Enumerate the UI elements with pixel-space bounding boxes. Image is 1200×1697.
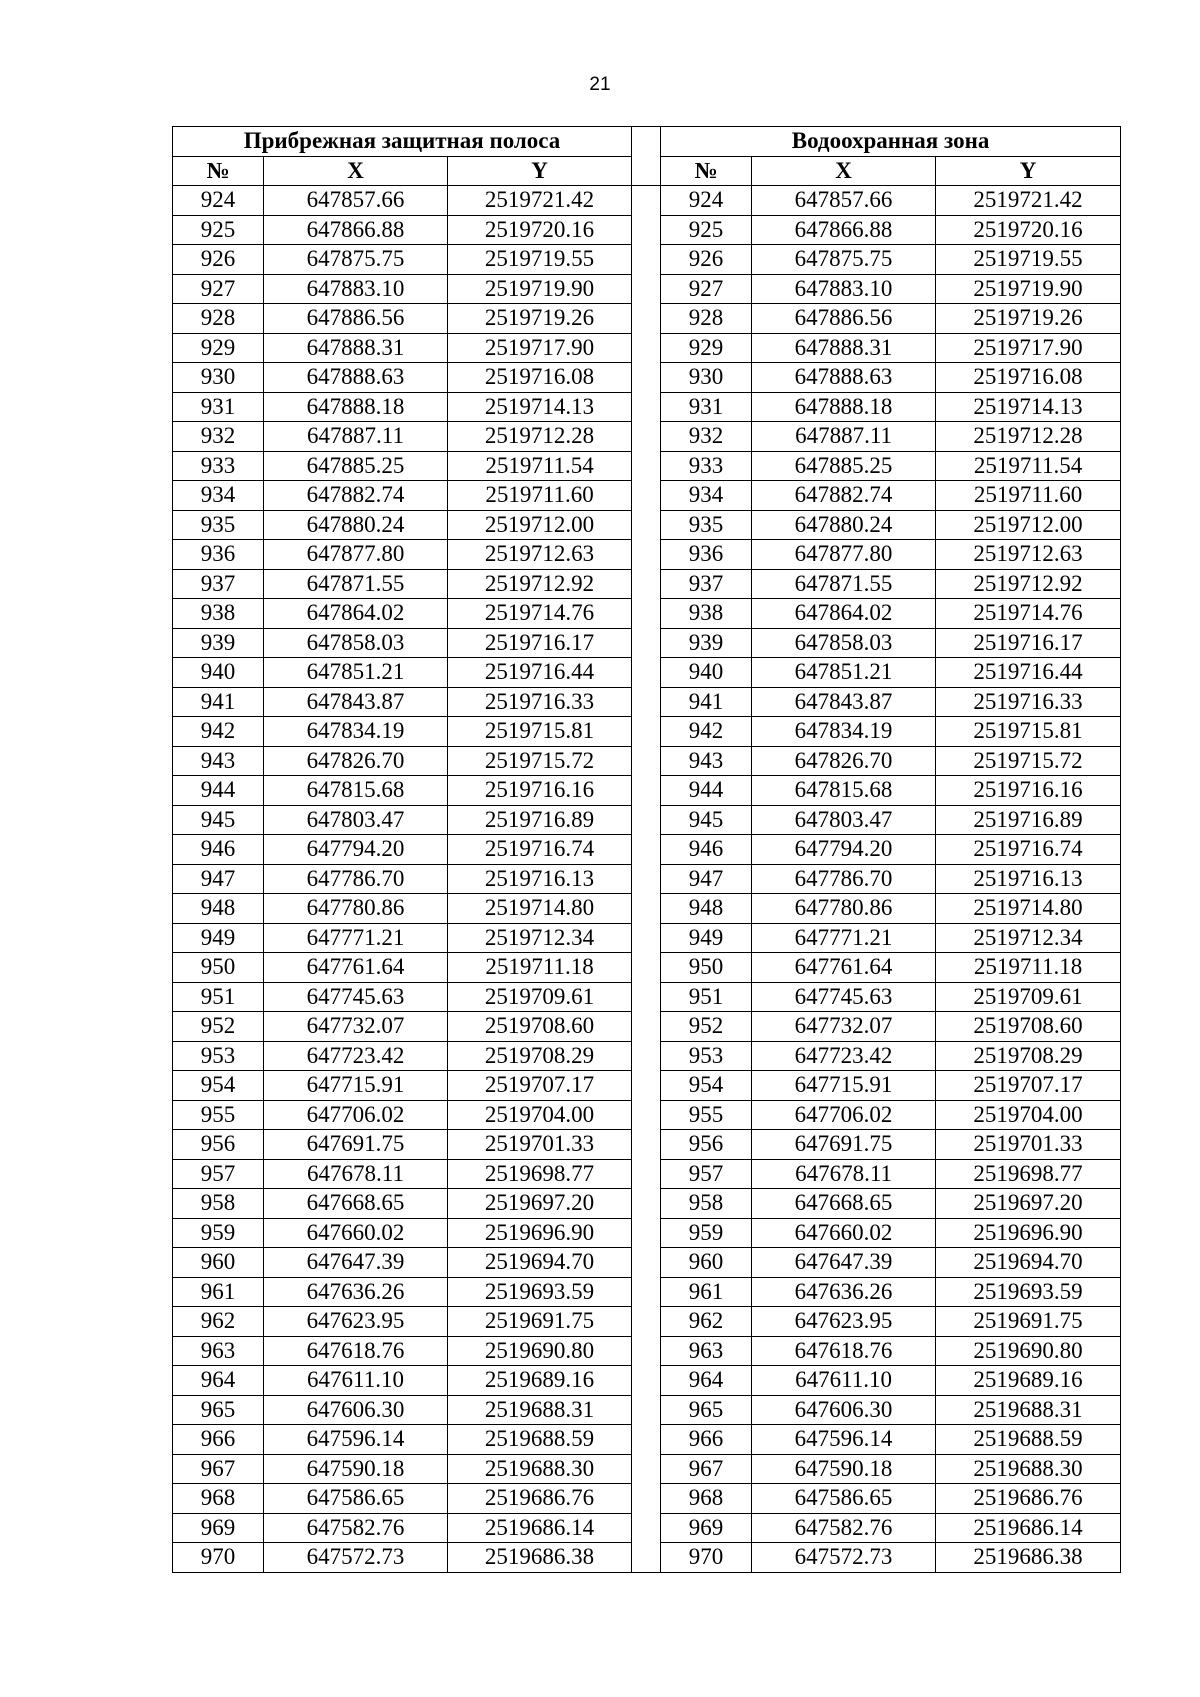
left-y-value: 2519712.92 — [448, 569, 632, 599]
right-x-value: 647761.64 — [752, 953, 936, 983]
right-point-number: 933 — [661, 451, 752, 481]
left-y-value: 2519719.55 — [448, 245, 632, 275]
left-point-number: 967 — [173, 1454, 264, 1484]
right-y-value: 2519716.74 — [936, 835, 1121, 865]
right-y-value: 2519688.31 — [936, 1395, 1121, 1425]
left-point-number: 953 — [173, 1041, 264, 1071]
right-point-number: 937 — [661, 569, 752, 599]
right-point-number: 924 — [661, 186, 752, 216]
right-point-number: 932 — [661, 422, 752, 452]
right-point-number: 944 — [661, 776, 752, 806]
right-x-value: 647647.39 — [752, 1248, 936, 1278]
left-y-value: 2519701.33 — [448, 1130, 632, 1160]
left-y-value: 2519709.61 — [448, 982, 632, 1012]
right-point-number: 952 — [661, 1012, 752, 1042]
right-y-value: 2519693.59 — [936, 1277, 1121, 1307]
left-y-value: 2519715.72 — [448, 746, 632, 776]
water-protection-zone-title: Водоохранная зона — [661, 127, 1121, 157]
right-point-number: 945 — [661, 805, 752, 835]
right-x-value: 647668.65 — [752, 1189, 936, 1219]
left-x-value: 647882.74 — [264, 481, 448, 511]
right-point-number: 947 — [661, 864, 752, 894]
left-y-value: 2519711.18 — [448, 953, 632, 983]
left-x-value: 647715.91 — [264, 1071, 448, 1101]
right-x-value: 647888.31 — [752, 333, 936, 363]
left-y-value: 2519690.80 — [448, 1336, 632, 1366]
left-x-value: 647582.76 — [264, 1513, 448, 1543]
left-x-header: X — [264, 156, 448, 186]
left-x-value: 647660.02 — [264, 1218, 448, 1248]
left-y-value: 2519708.29 — [448, 1041, 632, 1071]
left-x-value: 647691.75 — [264, 1130, 448, 1160]
left-y-value: 2519688.30 — [448, 1454, 632, 1484]
left-y-value: 2519716.16 — [448, 776, 632, 806]
left-y-value: 2519714.76 — [448, 599, 632, 629]
left-y-value: 2519720.16 — [448, 215, 632, 245]
right-point-number: 946 — [661, 835, 752, 865]
left-y-value: 2519716.13 — [448, 864, 632, 894]
left-point-number: 954 — [173, 1071, 264, 1101]
left-point-number: 949 — [173, 923, 264, 953]
left-point-number: 935 — [173, 510, 264, 540]
right-number-header: № — [661, 156, 752, 186]
right-y-value: 2519711.18 — [936, 953, 1121, 983]
right-y-value: 2519715.72 — [936, 746, 1121, 776]
left-x-value: 647761.64 — [264, 953, 448, 983]
right-x-value: 647875.75 — [752, 245, 936, 275]
right-x-value: 647572.73 — [752, 1543, 936, 1573]
right-x-value: 647885.25 — [752, 451, 936, 481]
right-y-value: 2519707.17 — [936, 1071, 1121, 1101]
left-x-value: 647803.47 — [264, 805, 448, 835]
right-point-number: 953 — [661, 1041, 752, 1071]
right-y-value: 2519716.17 — [936, 628, 1121, 658]
right-y-value: 2519712.34 — [936, 923, 1121, 953]
left-x-value: 647745.63 — [264, 982, 448, 1012]
left-y-value: 2519716.89 — [448, 805, 632, 835]
left-x-value: 647590.18 — [264, 1454, 448, 1484]
right-x-value: 647611.10 — [752, 1366, 936, 1396]
right-point-number: 931 — [661, 392, 752, 422]
right-y-value: 2519719.90 — [936, 274, 1121, 304]
left-x-value: 647857.66 — [264, 186, 448, 216]
left-x-value: 647723.42 — [264, 1041, 448, 1071]
right-point-number: 962 — [661, 1307, 752, 1337]
right-y-value: 2519696.90 — [936, 1218, 1121, 1248]
column-gap — [632, 127, 661, 186]
left-point-number: 970 — [173, 1543, 264, 1573]
right-y-value: 2519716.13 — [936, 864, 1121, 894]
right-x-header: X — [752, 156, 936, 186]
left-x-value: 647647.39 — [264, 1248, 448, 1278]
left-y-value: 2519714.80 — [448, 894, 632, 924]
left-y-value: 2519707.17 — [448, 1071, 632, 1101]
right-y-value: 2519714.76 — [936, 599, 1121, 629]
right-x-value: 647858.03 — [752, 628, 936, 658]
right-y-value: 2519716.89 — [936, 805, 1121, 835]
right-x-value: 647660.02 — [752, 1218, 936, 1248]
left-point-number: 955 — [173, 1100, 264, 1130]
left-point-number: 963 — [173, 1336, 264, 1366]
right-y-value: 2519694.70 — [936, 1248, 1121, 1278]
right-point-number: 948 — [661, 894, 752, 924]
right-y-value: 2519717.90 — [936, 333, 1121, 363]
right-x-value: 647826.70 — [752, 746, 936, 776]
right-y-value: 2519711.54 — [936, 451, 1121, 481]
left-y-value: 2519711.54 — [448, 451, 632, 481]
right-point-number: 935 — [661, 510, 752, 540]
right-y-value: 2519691.75 — [936, 1307, 1121, 1337]
right-x-value: 647623.95 — [752, 1307, 936, 1337]
right-point-number: 950 — [661, 953, 752, 983]
right-x-value: 647691.75 — [752, 1130, 936, 1160]
left-point-number: 961 — [173, 1277, 264, 1307]
right-y-value: 2519719.55 — [936, 245, 1121, 275]
left-point-number: 924 — [173, 186, 264, 216]
left-point-number: 938 — [173, 599, 264, 629]
left-point-number: 932 — [173, 422, 264, 452]
left-x-value: 647871.55 — [264, 569, 448, 599]
left-x-value: 647780.86 — [264, 894, 448, 924]
left-x-value: 647706.02 — [264, 1100, 448, 1130]
right-x-value: 647582.76 — [752, 1513, 936, 1543]
right-y-value: 2519712.00 — [936, 510, 1121, 540]
right-x-value: 647586.65 — [752, 1484, 936, 1514]
right-point-number: 955 — [661, 1100, 752, 1130]
left-y-value: 2519686.76 — [448, 1484, 632, 1514]
left-point-number: 960 — [173, 1248, 264, 1278]
left-x-value: 647888.31 — [264, 333, 448, 363]
right-x-value: 647815.68 — [752, 776, 936, 806]
left-x-value: 647636.26 — [264, 1277, 448, 1307]
coastal-protection-strip-title: Прибрежная защитная полоса — [173, 127, 632, 157]
right-x-value: 647851.21 — [752, 658, 936, 688]
right-y-value: 2519698.77 — [936, 1159, 1121, 1189]
left-x-value: 647888.18 — [264, 392, 448, 422]
left-point-number: 950 — [173, 953, 264, 983]
left-x-value: 647596.14 — [264, 1425, 448, 1455]
left-y-value: 2519691.75 — [448, 1307, 632, 1337]
left-point-number: 945 — [173, 805, 264, 835]
left-point-number: 941 — [173, 687, 264, 717]
left-point-number: 933 — [173, 451, 264, 481]
left-y-header: Y — [448, 156, 632, 186]
column-gap-body — [632, 186, 661, 1573]
left-point-number: 942 — [173, 717, 264, 747]
right-x-value: 647843.87 — [752, 687, 936, 717]
left-y-value: 2519704.00 — [448, 1100, 632, 1130]
left-x-value: 647771.21 — [264, 923, 448, 953]
right-x-value: 647857.66 — [752, 186, 936, 216]
right-x-value: 647723.42 — [752, 1041, 936, 1071]
left-y-value: 2519711.60 — [448, 481, 632, 511]
left-y-value: 2519721.42 — [448, 186, 632, 216]
left-point-number: 943 — [173, 746, 264, 776]
left-x-value: 647866.88 — [264, 215, 448, 245]
right-x-value: 647678.11 — [752, 1159, 936, 1189]
left-x-value: 647606.30 — [264, 1395, 448, 1425]
right-y-value: 2519690.80 — [936, 1336, 1121, 1366]
right-y-value: 2519688.30 — [936, 1454, 1121, 1484]
right-y-value: 2519714.80 — [936, 894, 1121, 924]
right-y-value: 2519711.60 — [936, 481, 1121, 511]
left-x-value: 647611.10 — [264, 1366, 448, 1396]
left-point-number: 927 — [173, 274, 264, 304]
right-x-value: 647606.30 — [752, 1395, 936, 1425]
right-point-number: 958 — [661, 1189, 752, 1219]
right-point-number: 925 — [661, 215, 752, 245]
right-x-value: 647786.70 — [752, 864, 936, 894]
left-point-number: 934 — [173, 481, 264, 511]
right-point-number: 927 — [661, 274, 752, 304]
left-x-value: 647794.20 — [264, 835, 448, 865]
right-y-value: 2519701.33 — [936, 1130, 1121, 1160]
left-point-number: 956 — [173, 1130, 264, 1160]
left-point-number: 929 — [173, 333, 264, 363]
page-number: 21 — [589, 74, 611, 95]
right-point-number: 968 — [661, 1484, 752, 1514]
right-x-value: 647883.10 — [752, 274, 936, 304]
left-x-value: 647572.73 — [264, 1543, 448, 1573]
left-x-value: 647864.02 — [264, 599, 448, 629]
right-x-value: 647715.91 — [752, 1071, 936, 1101]
right-point-number: 941 — [661, 687, 752, 717]
left-y-value: 2519686.14 — [448, 1513, 632, 1543]
left-y-value: 2519716.33 — [448, 687, 632, 717]
right-x-value: 647888.18 — [752, 392, 936, 422]
right-y-value: 2519709.61 — [936, 982, 1121, 1012]
left-y-value: 2519712.34 — [448, 923, 632, 953]
left-x-value: 647834.19 — [264, 717, 448, 747]
left-x-value: 647732.07 — [264, 1012, 448, 1042]
right-x-value: 647636.26 — [752, 1277, 936, 1307]
left-y-value: 2519715.81 — [448, 717, 632, 747]
left-x-value: 647586.65 — [264, 1484, 448, 1514]
right-y-value: 2519715.81 — [936, 717, 1121, 747]
right-point-number: 959 — [661, 1218, 752, 1248]
right-y-value: 2519714.13 — [936, 392, 1121, 422]
left-point-number: 940 — [173, 658, 264, 688]
right-point-number: 960 — [661, 1248, 752, 1278]
left-x-value: 647886.56 — [264, 304, 448, 334]
left-point-number: 946 — [173, 835, 264, 865]
right-y-value: 2519721.42 — [936, 186, 1121, 216]
right-x-value: 647834.19 — [752, 717, 936, 747]
left-y-value: 2519688.59 — [448, 1425, 632, 1455]
right-x-value: 647745.63 — [752, 982, 936, 1012]
left-point-number: 959 — [173, 1218, 264, 1248]
left-y-value: 2519716.17 — [448, 628, 632, 658]
left-x-value: 647623.95 — [264, 1307, 448, 1337]
right-x-value: 647732.07 — [752, 1012, 936, 1042]
right-y-value: 2519719.26 — [936, 304, 1121, 334]
right-x-value: 647882.74 — [752, 481, 936, 511]
left-point-number: 964 — [173, 1366, 264, 1396]
right-x-value: 647871.55 — [752, 569, 936, 599]
right-y-value: 2519708.60 — [936, 1012, 1121, 1042]
right-point-number: 954 — [661, 1071, 752, 1101]
left-point-number: 925 — [173, 215, 264, 245]
right-x-value: 647880.24 — [752, 510, 936, 540]
left-y-value: 2519696.90 — [448, 1218, 632, 1248]
left-x-value: 647826.70 — [264, 746, 448, 776]
coordinates-table — [172, 126, 1121, 1573]
left-x-value: 647887.11 — [264, 422, 448, 452]
left-x-value: 647678.11 — [264, 1159, 448, 1189]
right-point-number: 963 — [661, 1336, 752, 1366]
right-y-value: 2519688.59 — [936, 1425, 1121, 1455]
left-y-value: 2519716.44 — [448, 658, 632, 688]
left-y-value: 2519719.90 — [448, 274, 632, 304]
right-point-number: 964 — [661, 1366, 752, 1396]
right-point-number: 938 — [661, 599, 752, 629]
left-y-value: 2519712.63 — [448, 540, 632, 570]
table-section-header-row — [173, 127, 1121, 157]
left-x-value: 647877.80 — [264, 540, 448, 570]
left-x-value: 647888.63 — [264, 363, 448, 393]
coordinates-table-body — [173, 186, 1121, 1573]
right-point-number: 967 — [661, 1454, 752, 1484]
right-y-value: 2519708.29 — [936, 1041, 1121, 1071]
left-x-value: 647851.21 — [264, 658, 448, 688]
right-point-number: 939 — [661, 628, 752, 658]
left-y-value: 2519714.13 — [448, 392, 632, 422]
left-x-value: 647885.25 — [264, 451, 448, 481]
right-y-value: 2519720.16 — [936, 215, 1121, 245]
right-point-number: 966 — [661, 1425, 752, 1455]
left-y-value: 2519712.28 — [448, 422, 632, 452]
right-y-value: 2519716.33 — [936, 687, 1121, 717]
left-y-value: 2519716.74 — [448, 835, 632, 865]
right-point-number: 936 — [661, 540, 752, 570]
right-x-value: 647771.21 — [752, 923, 936, 953]
left-y-value: 2519689.16 — [448, 1366, 632, 1396]
left-y-value: 2519708.60 — [448, 1012, 632, 1042]
left-point-number: 931 — [173, 392, 264, 422]
right-y-header: Y — [936, 156, 1121, 186]
right-y-value: 2519716.08 — [936, 363, 1121, 393]
left-point-number: 930 — [173, 363, 264, 393]
right-y-value: 2519712.92 — [936, 569, 1121, 599]
right-x-value: 647780.86 — [752, 894, 936, 924]
right-y-value: 2519716.16 — [936, 776, 1121, 806]
right-x-value: 647706.02 — [752, 1100, 936, 1130]
left-point-number: 966 — [173, 1425, 264, 1455]
left-y-value: 2519688.31 — [448, 1395, 632, 1425]
left-y-value: 2519712.00 — [448, 510, 632, 540]
right-point-number: 926 — [661, 245, 752, 275]
left-y-value: 2519697.20 — [448, 1189, 632, 1219]
right-point-number: 965 — [661, 1395, 752, 1425]
left-number-header: № — [173, 156, 264, 186]
left-y-value: 2519716.08 — [448, 363, 632, 393]
left-point-number: 947 — [173, 864, 264, 894]
left-y-value: 2519698.77 — [448, 1159, 632, 1189]
right-point-number: 961 — [661, 1277, 752, 1307]
right-y-value: 2519686.14 — [936, 1513, 1121, 1543]
right-x-value: 647596.14 — [752, 1425, 936, 1455]
right-y-value: 2519716.44 — [936, 658, 1121, 688]
right-y-value: 2519712.28 — [936, 422, 1121, 452]
left-y-value: 2519694.70 — [448, 1248, 632, 1278]
left-x-value: 647875.75 — [264, 245, 448, 275]
right-y-value: 2519712.63 — [936, 540, 1121, 570]
right-point-number: 949 — [661, 923, 752, 953]
right-y-value: 2519686.76 — [936, 1484, 1121, 1514]
left-y-value: 2519717.90 — [448, 333, 632, 363]
left-point-number: 939 — [173, 628, 264, 658]
table-row — [173, 186, 1121, 216]
right-point-number: 929 — [661, 333, 752, 363]
right-point-number: 928 — [661, 304, 752, 334]
right-y-value: 2519704.00 — [936, 1100, 1121, 1130]
left-point-number: 969 — [173, 1513, 264, 1543]
right-x-value: 647877.80 — [752, 540, 936, 570]
left-y-value: 2519693.59 — [448, 1277, 632, 1307]
right-x-value: 647803.47 — [752, 805, 936, 835]
right-point-number: 970 — [661, 1543, 752, 1573]
left-point-number: 968 — [173, 1484, 264, 1514]
left-y-value: 2519686.38 — [448, 1543, 632, 1573]
right-x-value: 647888.63 — [752, 363, 936, 393]
right-point-number: 957 — [661, 1159, 752, 1189]
left-point-number: 952 — [173, 1012, 264, 1042]
left-point-number: 965 — [173, 1395, 264, 1425]
right-point-number: 969 — [661, 1513, 752, 1543]
left-x-value: 647880.24 — [264, 510, 448, 540]
left-point-number: 936 — [173, 540, 264, 570]
left-point-number: 937 — [173, 569, 264, 599]
left-point-number: 958 — [173, 1189, 264, 1219]
right-point-number: 942 — [661, 717, 752, 747]
right-point-number: 943 — [661, 746, 752, 776]
right-point-number: 940 — [661, 658, 752, 688]
left-point-number: 962 — [173, 1307, 264, 1337]
right-x-value: 647886.56 — [752, 304, 936, 334]
left-x-value: 647786.70 — [264, 864, 448, 894]
left-x-value: 647883.10 — [264, 274, 448, 304]
right-y-value: 2519689.16 — [936, 1366, 1121, 1396]
left-point-number: 928 — [173, 304, 264, 334]
right-y-value: 2519686.38 — [936, 1543, 1121, 1573]
right-x-value: 647794.20 — [752, 835, 936, 865]
right-x-value: 647590.18 — [752, 1454, 936, 1484]
right-y-value: 2519697.20 — [936, 1189, 1121, 1219]
left-x-value: 647858.03 — [264, 628, 448, 658]
right-point-number: 951 — [661, 982, 752, 1012]
left-x-value: 647618.76 — [264, 1336, 448, 1366]
right-point-number: 956 — [661, 1130, 752, 1160]
left-y-value: 2519719.26 — [448, 304, 632, 334]
left-x-value: 647668.65 — [264, 1189, 448, 1219]
left-point-number: 944 — [173, 776, 264, 806]
left-x-value: 647815.68 — [264, 776, 448, 806]
right-x-value: 647864.02 — [752, 599, 936, 629]
right-x-value: 647887.11 — [752, 422, 936, 452]
right-x-value: 647618.76 — [752, 1336, 936, 1366]
left-point-number: 957 — [173, 1159, 264, 1189]
right-point-number: 930 — [661, 363, 752, 393]
left-point-number: 926 — [173, 245, 264, 275]
left-point-number: 951 — [173, 982, 264, 1012]
left-point-number: 948 — [173, 894, 264, 924]
right-point-number: 934 — [661, 481, 752, 511]
left-x-value: 647843.87 — [264, 687, 448, 717]
right-x-value: 647866.88 — [752, 215, 936, 245]
